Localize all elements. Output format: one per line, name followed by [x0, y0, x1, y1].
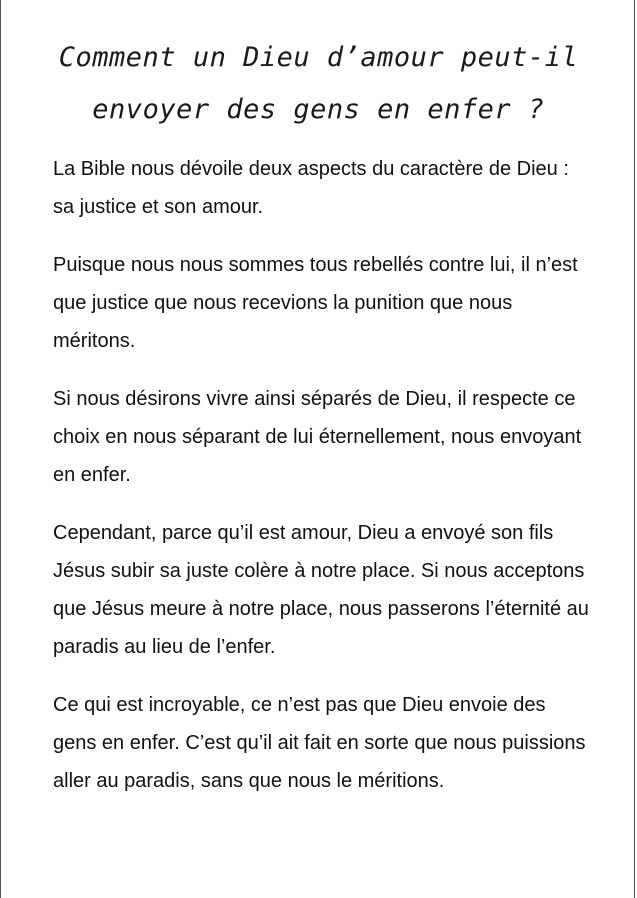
- paragraph-3: Si nous désirons vivre ainsi séparés de Dieu, il respecte ce choix en nous séparant de lui éternellement, nous envoyant en enfer.: [53, 388, 582, 486]
- paragraph-1: La Bible nous dévoile deux aspects du caractère de Dieu : sa justice et son amour.: [53, 158, 569, 218]
- paragraph-5: Ce qui est incroyable, ce n’est pas que Dieu envoie des gens en enfer. C’est qu’il ait fait en sorte que nous puissions aller au paradis, sans que nous le méritions.: [53, 694, 586, 792]
- paragraph-4: Cependant, parce qu’il est amour, Dieu a envoyé son fils Jésus subir sa juste colère à notre place. Si nous acceptons que Jésus meure à notre place, nous passerons l’éternité au paradis au lieu de l’enfer.: [53, 522, 589, 658]
- page-title: Comment un Dieu d’amour peut-il envoyer des gens en enfer ?: [58, 42, 579, 125]
- paragraph-2: Puisque nous nous sommes tous rebellés contre lui, il n’est que justice que nous recevions la punition que nous méritons.: [53, 254, 578, 352]
- body-text: [53, 150, 593, 820]
